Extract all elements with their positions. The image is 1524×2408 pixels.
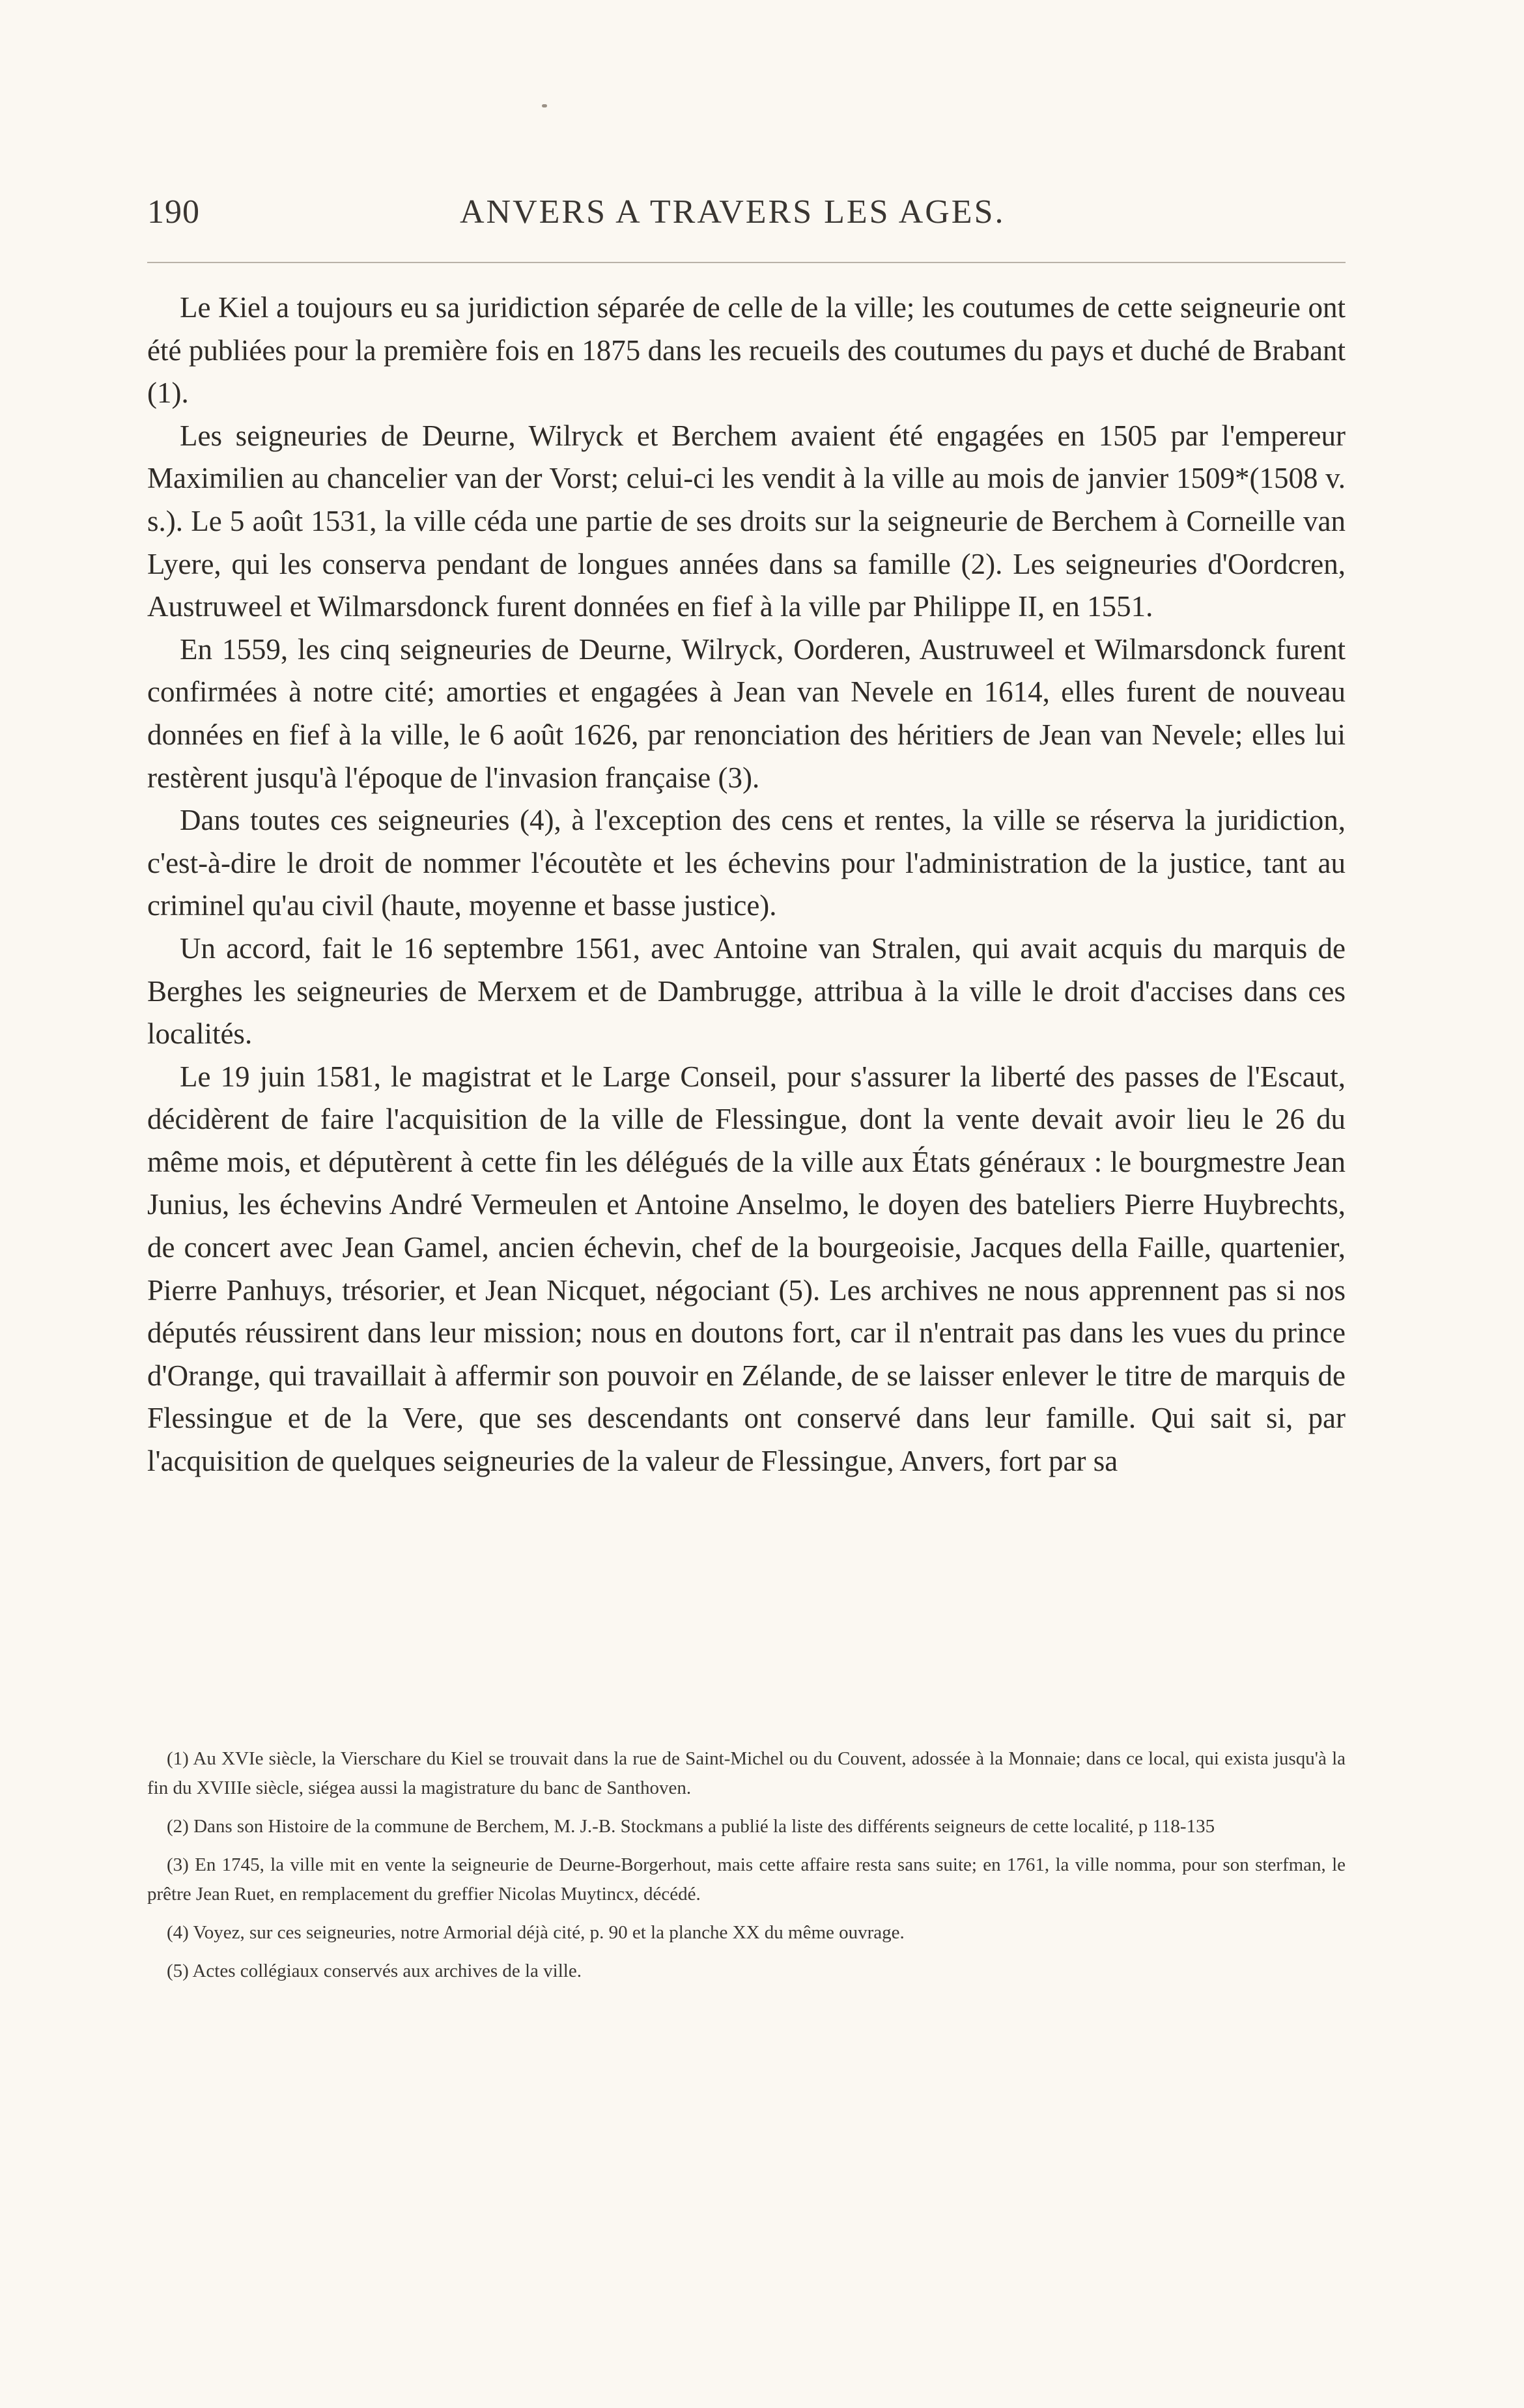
paragraph: Dans toutes ces seigneuries (4), à l'exception des cens et rentes, la ville se réserva la juridiction, c'est-à-dire le droit de nommer l'écoutète et les échevins pour l'administration de la justice, tant au criminel qu'au civil (haute, moyenne et basse justice). [147, 804, 1346, 922]
footnote: (4) Voyez, sur ces seigneuries, notre Armorial déjà cité, p. 90 et la planche XX du même ouvrage. [167, 1922, 905, 1943]
body-text [147, 287, 1346, 1483]
paragraph: Les seigneuries de Deurne, Wilryck et Berchem avaient été engagées en 1505 par l'empereur Maximilien au chancelier van der Vorst; celui-ci les vendit à la ville au mois de janvier 1509*(1508 v. s.). Le 5 août 1531, la ville céda une partie de ses droits sur la seigneurie de Berchem à Corneille van Lyere, qui les conserva pendant de longues années dans sa famille (2). Les seigneuries d'Oordcren, Austruweel et Wilmarsdonck furent données en fief à la ville par Philippe II, en 1551. [147, 419, 1346, 623]
paragraph: Un accord, fait le 16 septembre 1561, avec Antoine van Stralen, qui avait acquis du marquis de Berghes les seigneuries de Merxem et de Dambrugge, attribua à la ville le droit d'accises dans ces localités. [147, 931, 1346, 1051]
footnote: (5) Actes collégiaux conservés aux archives de la ville. [167, 1961, 582, 1981]
running-title: ANVERS A TRAVERS LES AGES. [460, 193, 1006, 231]
footnote: (3) En 1745, la ville mit en vente la seigneurie de Deurne-Borgerhout, mais cette affaire resta sans suite; en 1761, la ville nomma, pour son sterfman, le prêtre Jean Ruet, en remplacement du greffier Nicolas Muytincx, décédé. [147, 1854, 1346, 1905]
page-header [147, 193, 1346, 238]
ink-speck [542, 104, 547, 107]
page-number: 190 [147, 193, 200, 231]
paragraph: Le 19 juin 1581, le magistrat et le Large Conseil, pour s'assurer la liberté des passes de l'Escaut, décidèrent de faire l'acquisition de la ville de Flessingue, dont la vente devait avoir lieu le 26 du même mois, et députèrent à cette fin les délégués de la ville aux États généraux : le bourgmestre Jean Junius, les échevins André Vermeulen et Antoine Anselmo, le doyen des bateliers Pierre Huybrechts, de concert avec Jean Gamel, ancien échevin, chef de la bourgeoisie, Jacques della Faille, quartenier, Pierre Panhuys, trésorier, et Jean Nicquet, négociant (5). Les archives ne nous apprennent pas si nos députés réussirent dans leur mission; nous en doutons fort, car il n'entrait pas dans les vues du prince d'Orange, qui travaillait à affermir son pouvoir en Zélande, de se laisser enlever le titre de marquis de Flessingue et de la Vere, que ses descendants ont conservé dans leur famille. Qui sait si, par l'acquisition de quelques seigneuries de la valeur de Flessingue, Anvers, fort par sa [147, 1060, 1346, 1478]
paragraph: En 1559, les cinq seigneuries de Deurne, Wilryck, Oorderen, Austruweel et Wilmarsdonck furent confirmées à notre cité; amorties et engagées à Jean van Nevele en 1614, elles furent de nouveau données en fief à la ville, le 6 août 1626, par renonciation des héritiers de Jean van Nevele; elles lui restèrent jusqu'à l'époque de l'invasion française (3). [147, 632, 1346, 794]
paragraph: Le Kiel a toujours eu sa juridiction séparée de celle de la ville; les coutumes de cette seigneurie ont été publiées pour la première fois en 1875 dans les recueils des coutumes du pays et duché de Brabant (1). [147, 291, 1346, 410]
header-rule [147, 262, 1346, 263]
footnote: (1) Au XVIe siècle, la Vierschare du Kiel se trouvait dans la rue de Saint-Michel ou du Couvent, adossée à la Monnaie; dans ce local, qui exista jusqu'à la fin du XVIIIe siècle, siégea aussi la magistrature du banc de Santhoven. [147, 1748, 1346, 1798]
footnote: (2) Dans son Histoire de la commune de Berchem, M. J.-B. Stockmans a publié la liste des différents seigneurs de cette localité, p 118-135 [167, 1816, 1215, 1837]
footnotes [147, 1744, 1346, 1995]
